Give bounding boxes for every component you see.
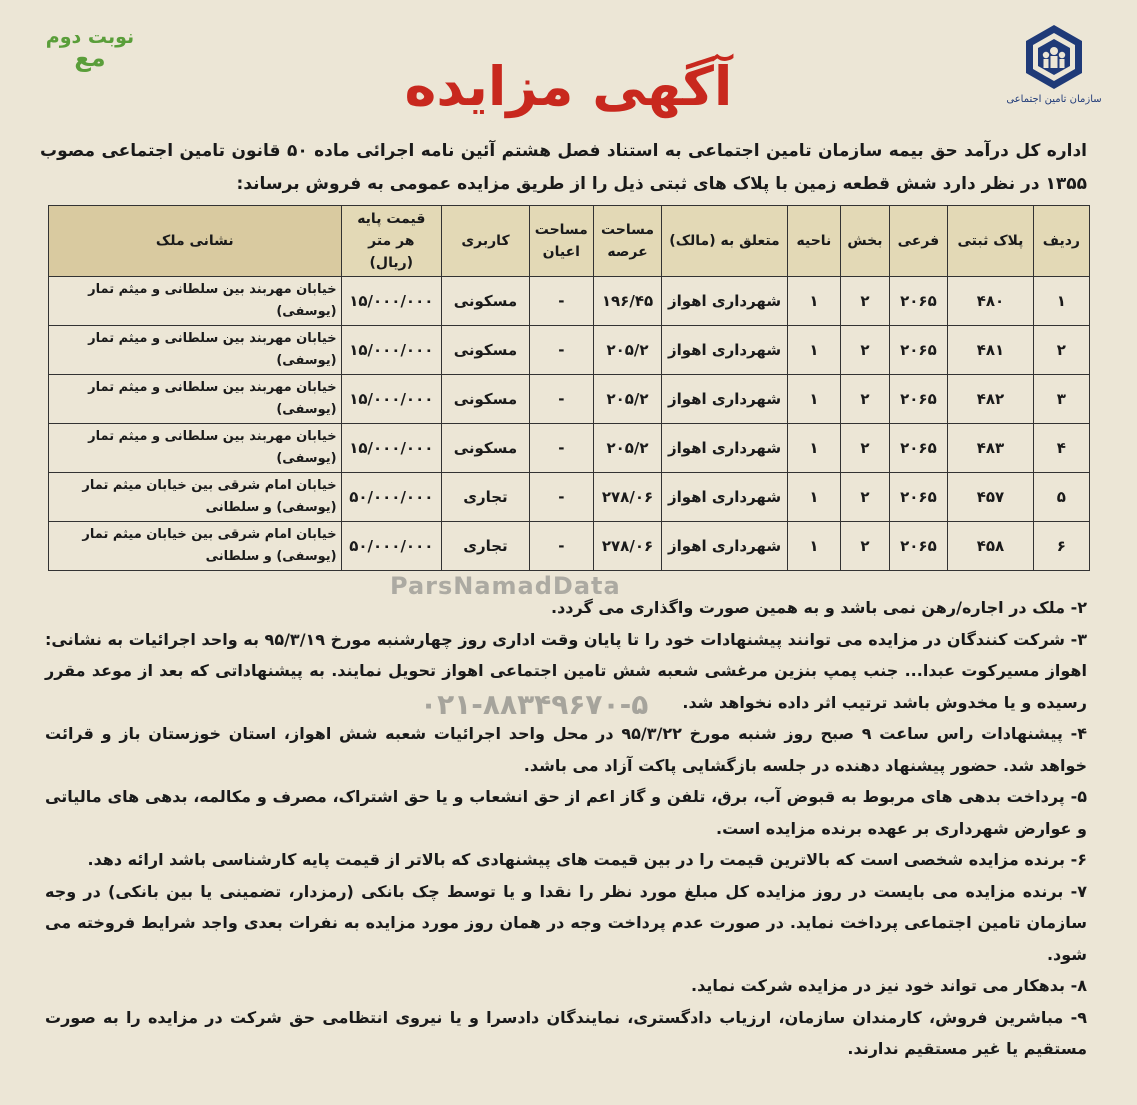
cell-building-area: - [529,326,593,375]
cell-owner: شهرداری اهواز [662,277,788,326]
table-row [49,424,1090,473]
cell-usage: مسکونی [442,424,530,473]
cell-sub: ۲۰۶۵ [889,473,947,522]
cell-plate: ۴۸۰ [948,277,1034,326]
table-row [49,522,1090,571]
cell-district: ۱ [787,522,840,571]
clause-item: ۷- برنده مزایده می بایست در روز مزایده کل مبلغ مورد نظر را نقدا و یا توسط چک بانکی (رمزدار، تضمینی یا بین بانکی) در وجه سازمان تامین اجتماعی پرداخت نماید. در صورت عدم پرداخت وجه در همان روز مورد مزایده به نفرات بعدی واجد شرایط فروخته می شود. [45,881,1087,964]
cell-plate: ۴۵۷ [948,473,1034,522]
cell-sub: ۲۰۶۵ [889,424,947,473]
cell-building-area: - [529,424,593,473]
cell-base-price: ۱۵/۰۰۰/۰۰۰ [341,277,441,326]
cell-address: خیابان امام شرقی بین خیابان میثم تمار (یوسفی) و سلطانی [49,473,342,522]
cell-address: خیابان مهربند بین سلطانی و میثم تمار (یوسفی) [49,424,342,473]
cell-land-area: ۲۰۵/۲ [593,326,662,375]
cell-section: ۲ [841,375,890,424]
clause-item: ۵- پرداخت بدهی های مربوط به قبوض آب، برق، تلفن و گاز اعم از حق انشعاب و یا حق اشتراک، مصرف و مکالمه، بدهی های مالیاتی و عوارض شهرداری بر عهده برنده مزایده است. [45,787,1087,838]
cell-plate: ۴۸۱ [948,326,1034,375]
cell-sub: ۲۰۶۵ [889,277,947,326]
cell-address: خیابان مهربند بین سلطانی و میثم تمار (یوسفی) [49,277,342,326]
cell-base-price: ۱۵/۰۰۰/۰۰۰ [341,375,441,424]
clause-item: ۳- شرکت کنندگان در مزایده می توانند پیشنهادات خود را تا پایان وقت اداری روز چهارشنبه مورخ ۹۵/۳/۱۹ به واحد اجرائیات به نشانی: اهواز مسیرکوت عبدا... جنب پمپ بنزین مرغشی شعبه شش تامین اجتماعی اهواز تحویل نمایند. به پیشنهاداتی که بعد از موعد مقرر رسیده و یا مخدوش باشد ترتیب اثر داده نخواهد شد. [45,629,1087,712]
cell-building-area: - [529,375,593,424]
cell-usage: مسکونی [442,326,530,375]
table-row [49,375,1090,424]
cell-sub: ۲۰۶۵ [889,326,947,375]
header-building-area: مساحت اعیان [529,206,593,277]
header-land-area: مساحت عرصه [593,206,662,277]
cell-section: ۲ [841,326,890,375]
cell-land-area: ۱۹۶/۴۵ [593,277,662,326]
cell-district: ۱ [787,326,840,375]
cell-owner: شهرداری اهواز [662,424,788,473]
cell-row-number: ۲ [1033,326,1089,375]
cell-address: خیابان امام شرقی بین خیابان میثم تمار (یوسفی) و سلطانی [49,522,342,571]
cell-row-number: ۳ [1033,375,1089,424]
cell-row-number: ۵ [1033,473,1089,522]
clauses-list [45,592,1087,1065]
clause-item: ۹- مباشرین فروش، کارمندان سازمان، ارزیاب دادگستری، نمایندگان دادسرا و یا نیروی انتظامی حق شرکت در مزایده را به صورت مستقیم یا غیر مستقیم ندارند. [45,1007,1087,1058]
intro-paragraph: اداره کل درآمد حق بیمه سازمان تامین اجتماعی به استناد فصل هشتم آئین نامه اجرائی ماده ۵۰ قانون تامین اجتماعی مصوب ۱۳۵۵ در نظر دارد شش قطعه زمین با پلاک های ثبتی ذیل را از طریق مزایده عمومی به فروش برساند: [40,141,1088,194]
cell-address: خیابان مهربند بین سلطانی و میثم تمار (یوسفی) [49,326,342,375]
clause-item: ۸- بدهکار می تواند خود نیز در مزایده شرکت نماید. [691,976,1087,995]
cell-owner: شهرداری اهواز [662,473,788,522]
cell-district: ۱ [787,277,840,326]
notice-title: آگهی مزایده [404,55,733,118]
table-header-row [49,206,1090,277]
cell-row-number: ۱ [1033,277,1089,326]
cell-section: ۲ [841,424,890,473]
cell-base-price: ۱۵/۰۰۰/۰۰۰ [341,326,441,375]
cell-section: ۲ [841,522,890,571]
cell-land-area: ۲۷۸/۰۶ [593,522,662,571]
cell-land-area: ۲۷۸/۰۶ [593,473,662,522]
cell-land-area: ۲۰۵/۲ [593,375,662,424]
header-address: نشانی ملک [49,206,342,277]
header-section: بخش [841,206,890,277]
cell-usage: تجاری [442,522,530,571]
clause-item: ۶- برنده مزایده شخصی است که بالاترین قیمت را در بین قیمت های پیشنهادی که بالاتر از قیمت پایه کارشناسی باشد ارائه دهد. [87,850,1087,869]
cell-building-area: - [529,522,593,571]
header-usage: کاربری [442,206,530,277]
header-plate: پلاک ثبتی [948,206,1034,277]
cell-sub: ۲۰۶۵ [889,375,947,424]
badge-mark: مع [74,44,106,72]
cell-usage: تجاری [442,473,530,522]
cell-sub: ۲۰۶۵ [889,522,947,571]
clause-item: ۲- ملک در اجاره/رهن نمی باشد و به همین صورت واگذاری می گردد. [550,598,1087,617]
cell-base-price: ۵۰/۰۰۰/۰۰۰ [341,522,441,571]
phone-watermark: ۰۲۱-۸۸۳۴۹۶۷۰-۵ [420,688,649,721]
badge-text: نوبت دوم [45,26,135,48]
header-owner: متعلق به (مالک) [662,206,788,277]
table-row [49,277,1090,326]
watermark: ParsNamadData [390,572,621,600]
cell-district: ۱ [787,473,840,522]
table-row [49,326,1090,375]
cell-base-price: ۱۵/۰۰۰/۰۰۰ [341,424,441,473]
logo-caption: سازمان تامین اجتماعی [1006,94,1102,105]
cell-district: ۱ [787,375,840,424]
cell-usage: مسکونی [442,277,530,326]
cell-address: خیابان مهربند بین سلطانی و میثم تمار (یوسفی) [49,375,342,424]
header-sub: فرعی [889,206,947,277]
header-row-number: ردیف [1033,206,1089,277]
cell-owner: شهرداری اهواز [662,326,788,375]
header-base-price: قیمت پایه هر متر (ریال) [341,206,441,277]
cell-land-area: ۲۰۵/۲ [593,424,662,473]
cell-row-number: ۶ [1033,522,1089,571]
property-table [48,205,1090,571]
cell-district: ۱ [787,424,840,473]
cell-plate: ۴۵۸ [948,522,1034,571]
cell-section: ۲ [841,473,890,522]
cell-plate: ۴۸۳ [948,424,1034,473]
clause-item: ۴- پیشنهادات راس ساعت ۹ صبح روز شنبه مورخ ۹۵/۳/۲۲ در محل واحد اجرائیات شعبه شش اهواز، استان خوزستان باز و قرائت خواهد شد. حضور پیشنهاد دهنده در جلسه بازگشایی پاکت آزاد می باشد. [45,724,1088,775]
cell-base-price: ۵۰/۰۰۰/۰۰۰ [341,473,441,522]
cell-owner: شهرداری اهواز [662,522,788,571]
cell-section: ۲ [841,277,890,326]
table-row [49,473,1090,522]
cell-building-area: - [529,473,593,522]
cell-plate: ۴۸۲ [948,375,1034,424]
header-district: ناحیه [787,206,840,277]
cell-owner: شهرداری اهواز [662,375,788,424]
cell-row-number: ۴ [1033,424,1089,473]
cell-usage: مسکونی [442,375,530,424]
cell-building-area: - [529,277,593,326]
